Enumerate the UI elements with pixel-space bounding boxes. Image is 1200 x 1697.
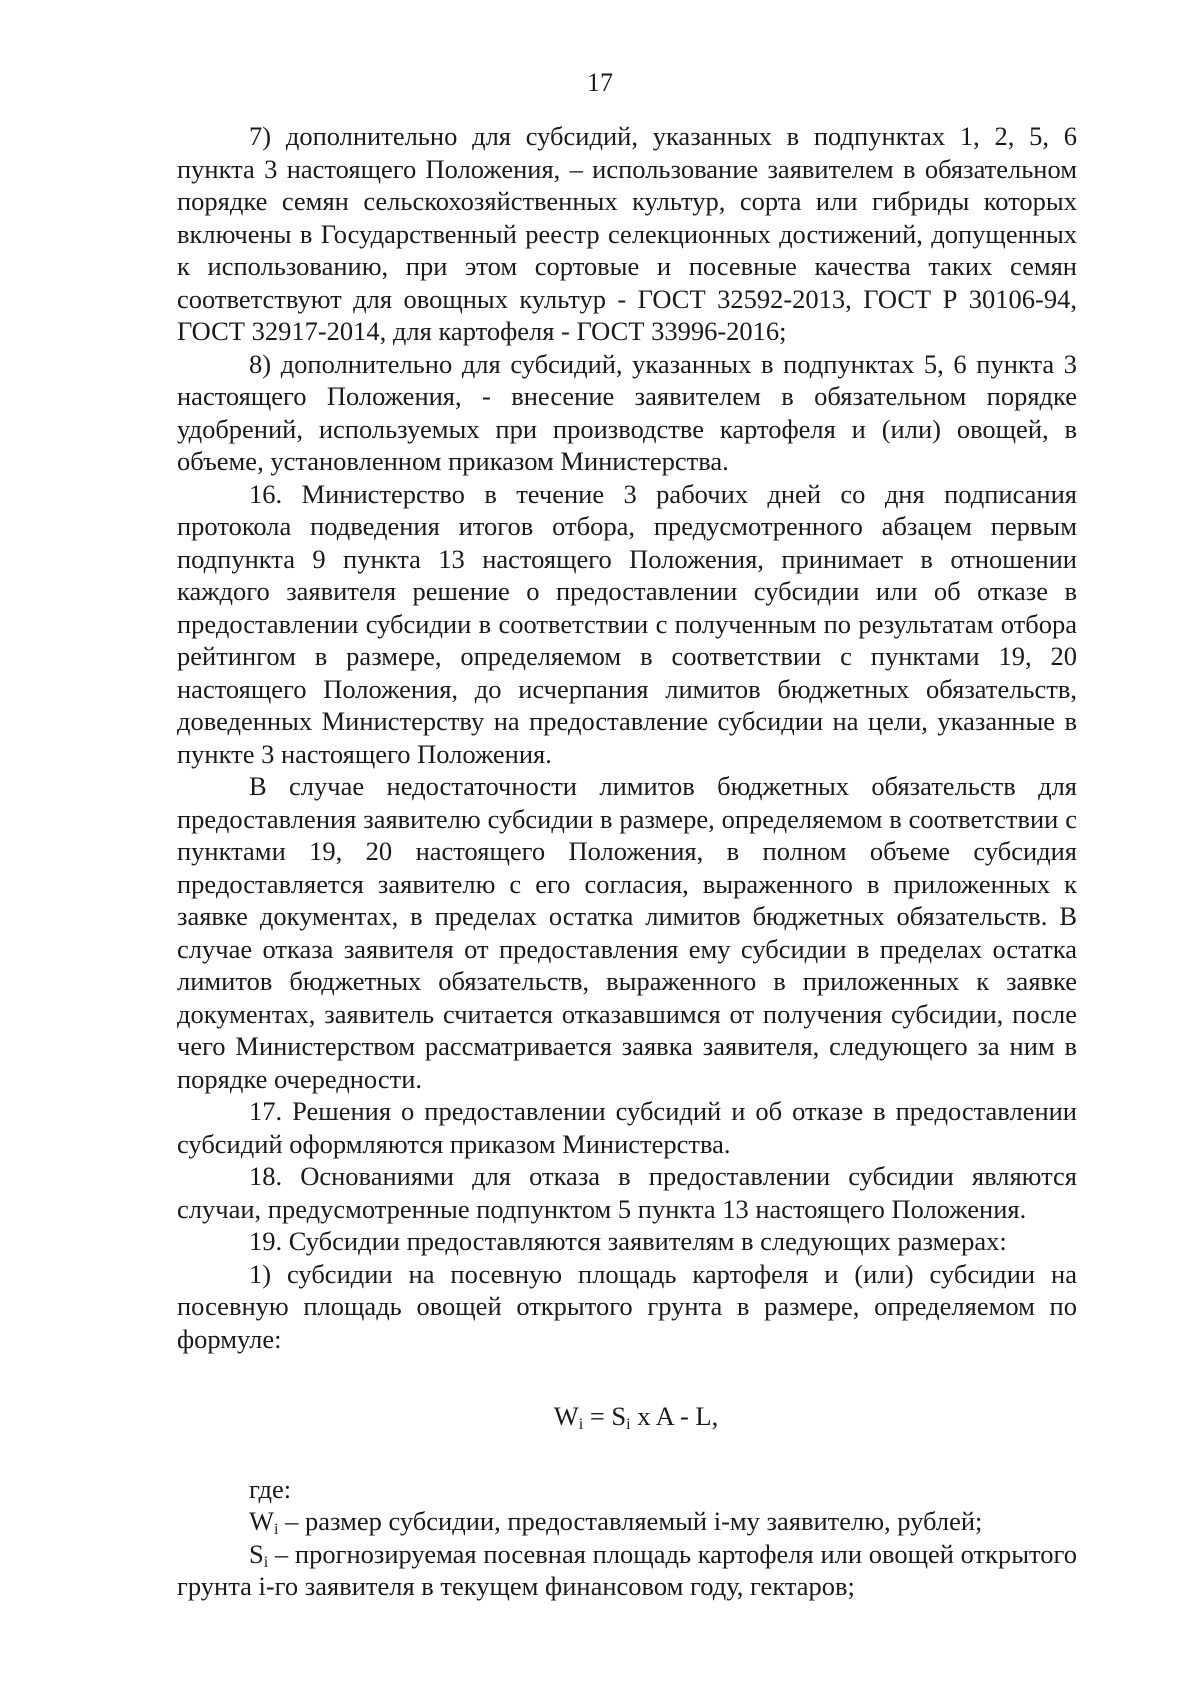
subsidy-formula: [177, 1400, 1077, 1433]
definition-s-subscript: i: [263, 1553, 269, 1571]
definition-s: [177, 1538, 1077, 1603]
formula-s: S: [611, 1401, 627, 1431]
page-number: 17: [587, 68, 613, 97]
definition-s-symbol: S: [249, 1538, 264, 1569]
formula-w: W: [553, 1401, 579, 1431]
definition-w-symbol: W: [249, 1506, 275, 1536]
paragraph-17: 17. Решения о предоставлении субсидий и об отказе в предоставлении субсидий оформляются приказом Министерства.: [177, 1096, 1077, 1159]
paragraph-19-item-1: 1) субсидии на посевную площадь картофеля и (или) субсидии на посевную площадь овощей открытого грунта в размере, определяемом по формуле:: [177, 1258, 1077, 1354]
formula-equals: =: [583, 1401, 612, 1431]
definition-w-text: – размер субсидии, предоставляемый i-му заявителю, рублей;: [278, 1506, 983, 1536]
definition-s-text: – прогнозируемая посевная площадь картофеля или овощей открытого грунта i-го заявителя в текущем финансовом году, гектаров;: [177, 1538, 1077, 1601]
document-body: [177, 120, 1077, 1603]
paragraph-19: 19. Субсидии предоставляются заявителям в следующих размерах:: [249, 1226, 1007, 1256]
paragraph-item-8: 8) дополнительно для субсидий, указанных в подпунктах 5, 6 пункта 3 настоящего Положения, - внесение заявителем в обязательном порядке удобрений, используемых при производстве картофеля и (или) овощей, в объеме, установленном приказом Министерства.: [177, 348, 1077, 476]
paragraph-16: 16. Министерство в течение 3 рабочих дней со дня подписания протокола подведения итогов отбора, предусмотренного абзацем первым подпункта 9 пункта 13 настоящего Положения, принимает в отношении каждого заявителя решение о предоставлении субсидии или об отказе в предоставлении субсидии в соответствии с полученным по результатам отбора рейтингом в размере, определяемом в соответствии с пунктами 19, 20 настоящего Положения, до исчерпания лимитов бюджетных обязательств, доведенных Министерству на предоставление субсидии на цели, указанные в пункте 3 настоящего Положения.: [177, 478, 1077, 769]
definition-w-subscript: i: [274, 1521, 279, 1538]
formula-w-subscript: i: [578, 1416, 584, 1433]
definition-w: [177, 1505, 1077, 1538]
paragraph-18: 18. Основаниями для отказа в предоставлении субсидии являются случаи, предусмотренные подпунктом 5 пункта 13 настоящего Положения.: [177, 1161, 1077, 1224]
formula-rest: x A - L,: [630, 1401, 719, 1431]
paragraph-item-7: 7) дополнительно для субсидий, указанных в подпунктах 1, 2, 5, 6 пункта 3 настоящего Положения, – использование заявителем в обязательном порядке семян сельскохозяйственных культур, сорта или гибриды которых включены в Государственный реестр селекционных достижений, допущенных к использованию, при этом сортовые и посевные качества таких семян соответствуют для овощных культур - ГОСТ 32592-2013, ГОСТ Р 30106-94, ГОСТ 32917-2014, для картофеля - ГОСТ 33996-2016;: [177, 121, 1077, 346]
where-label: где:: [249, 1473, 292, 1504]
formula-s-subscript: i: [626, 1416, 631, 1433]
paragraph-16-insufficiency: В случае недостаточности лимитов бюджетных обязательств для предоставления заявителю субсидии в размере, определяемом в соответствии с пунктами 19, 20 настоящего Положения, в полном объеме субсидия предоставляется заявителю с его согласия, выраженного в приложенных к заявке документах, в пределах остатка лимитов бюджетных обязательств. В случае отказа заявителя от предоставления ему субсидии в пределах остатка лимитов бюджетных обязательств, выраженного в приложенных к заявке документах, заявитель считается отказавшимся от получения субсидии, после чего Министерством рассматривается заявка заявителя, следующего за ним в порядке очередности.: [177, 771, 1077, 1094]
